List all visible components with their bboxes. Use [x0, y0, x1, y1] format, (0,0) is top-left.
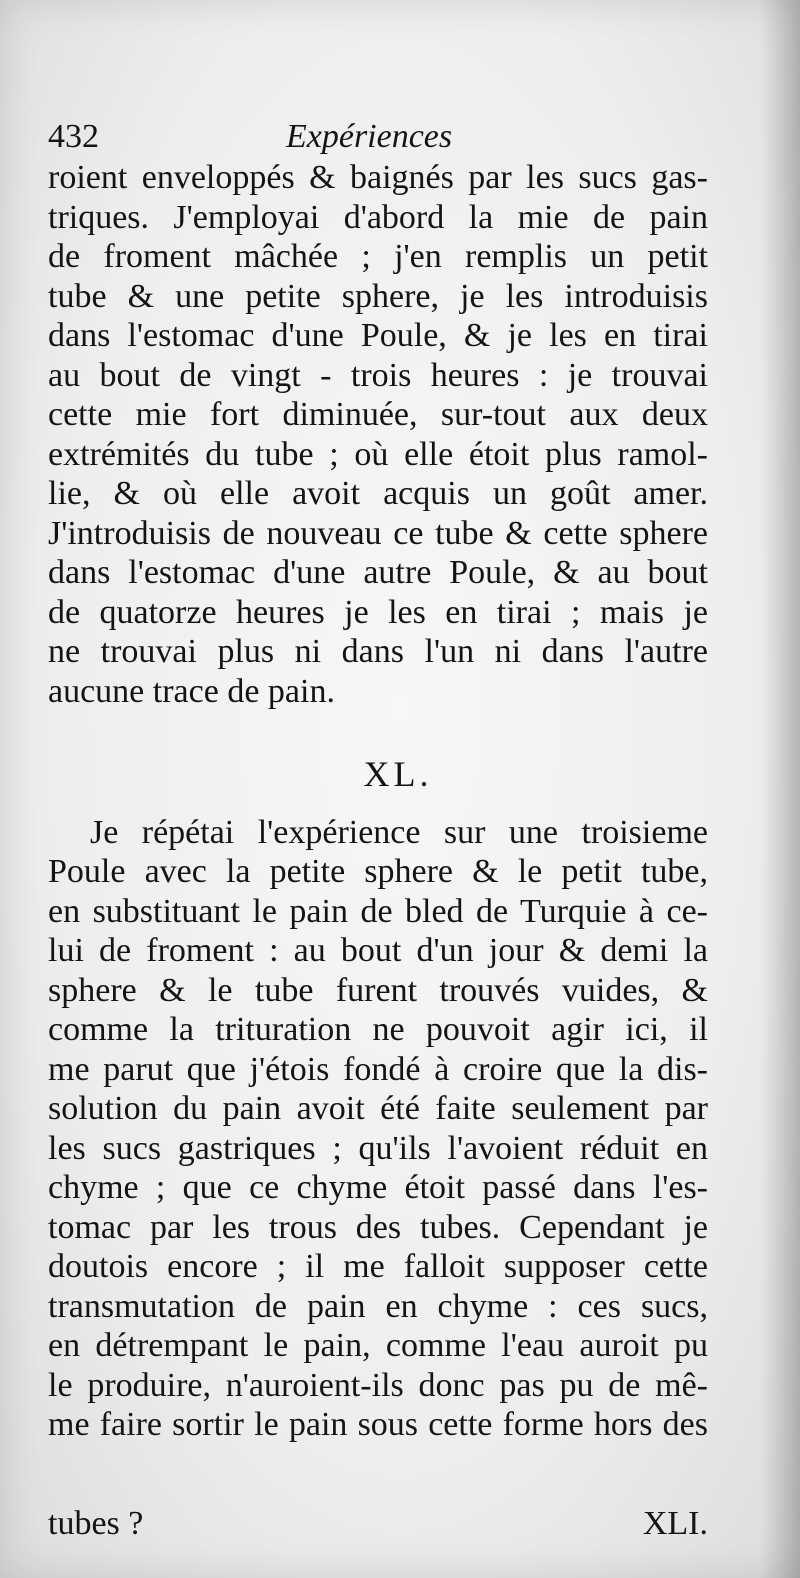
text-line: en détrempant le pain, comme l'eau auroit pu	[48, 1327, 708, 1364]
text-line: Je répétai l'expérience sur une troisieme	[90, 813, 708, 851]
text-line: le produire, n'auroient-ils donc pas pu de mê-	[48, 1366, 708, 1404]
section-heading: XL.	[363, 754, 433, 794]
text-line: Poule avec la petite sphere & le petit tube,	[48, 853, 708, 890]
text-line: en substituant le pain de bled de Turquie à ce-	[48, 892, 708, 930]
text-line: chyme ; que ce chyme étoit passé dans l'es-	[48, 1169, 708, 1206]
text-line: dans l'estomac d'une Poule, & je les en tirai	[48, 317, 708, 354]
text-line: roient enveloppés & baignés par les sucs gas-	[48, 159, 708, 196]
final-line: tubes ?	[48, 1505, 144, 1542]
paragraph-2	[48, 813, 708, 1445]
text-line: les sucs gastriques ; qu'ils l'avoient réduit en	[48, 1129, 708, 1167]
text-line: extrémités du tube ; où elle étoit plus ramol-	[48, 435, 708, 473]
text-line: lie, & où elle avoit acquis un goût amer.	[48, 475, 708, 512]
text-line: me faire sortir le pain sous cette forme hors des	[48, 1406, 708, 1443]
text-line: J'introduisis de nouveau ce tube & cette sphere	[48, 514, 708, 552]
body-text	[48, 158, 708, 1445]
text-line: triques. J'employai d'abord la mie de pain	[48, 198, 708, 236]
page-number: 432	[48, 118, 99, 155]
text-line: me parut que j'étois fondé à croire que la dis-	[48, 1050, 708, 1088]
text-line: solution du pain avoit été faite seulement par	[48, 1090, 708, 1127]
text-line: lui de froment : au bout d'un jour & demi la	[48, 932, 708, 969]
binding-shadow	[760, 0, 800, 1578]
paragraph-1	[48, 158, 708, 711]
text-line: transmutation de pain en chyme : ces sucs,	[48, 1287, 708, 1325]
text-line: dans l'estomac d'une autre Poule, & au bout	[48, 554, 708, 591]
text-line: sphere & le tube furent trouvés vuides, &	[48, 971, 708, 1009]
running-title: Expériences	[286, 118, 453, 155]
text-line: tomac par les trous des tubes. Cependant je	[48, 1208, 708, 1246]
text-line: cette mie fort diminuée, sur-tout aux deux	[48, 396, 708, 433]
page-header	[48, 118, 718, 158]
text-line: de quatorze heures je les en tirai ; mais je	[48, 593, 708, 631]
text-line: ne trouvai plus ni dans l'un ni dans l'autre	[48, 633, 708, 670]
catchword: XLI.	[642, 1505, 708, 1542]
text-line: aucune trace de pain.	[48, 672, 335, 710]
text-line: comme la trituration ne pouvoit agir ici, il	[48, 1011, 708, 1048]
text-line: de froment mâchée ; j'en remplis un petit	[48, 238, 708, 275]
page-footer	[48, 1505, 708, 1549]
text-line: au bout de vingt - trois heures : je trouvai	[48, 356, 708, 394]
text-line: doutois encore ; il me falloit supposer cette	[48, 1248, 708, 1285]
text-line: tube & une petite sphere, je les introduisis	[48, 277, 708, 315]
